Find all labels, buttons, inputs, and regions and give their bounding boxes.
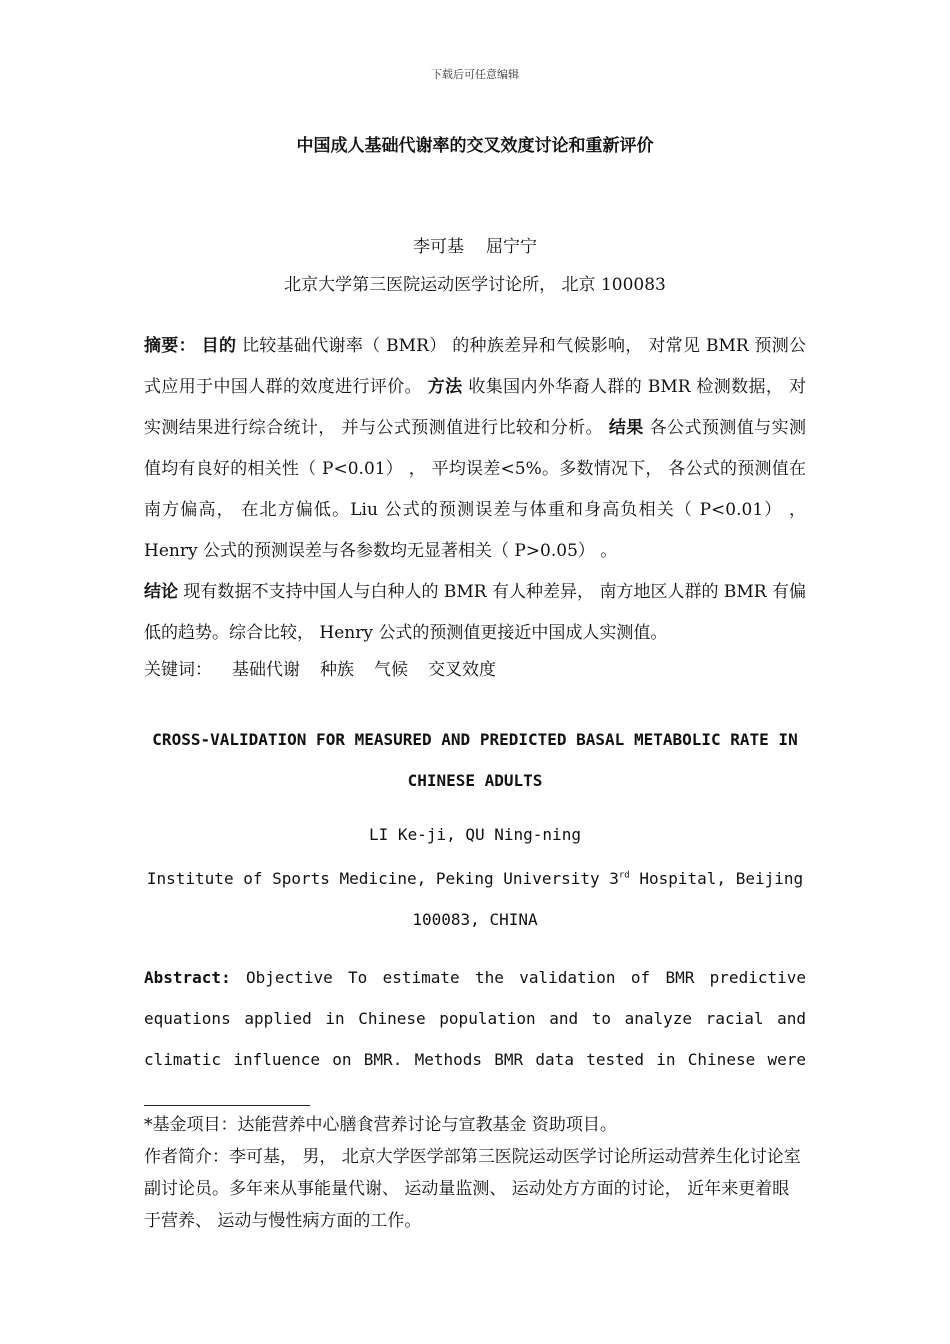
author-bio-footnote: 作者简介：李可基， 男， 北京大学医学部第三医院运动医学讨论所运动营养生化讨论室副讨论员。多年来从事能量代谢、 运动量监测、 运动处方方面的讨论， 近年来更着眼于营养、 运动与慢性病方面的工作。 xyxy=(144,1147,801,1231)
purpose-label: 目的 xyxy=(201,336,237,356)
footnotes xyxy=(144,1109,806,1237)
author-name: 屈宁宁 xyxy=(486,237,537,257)
author-name: 李可基 xyxy=(413,237,464,257)
keywords xyxy=(144,655,806,685)
chinese-abstract xyxy=(144,326,806,654)
keyword-item: 基础代谢 xyxy=(232,660,300,680)
chinese-title: 中国成人基础代谢率的交叉效度讨论和重新评价 xyxy=(296,136,654,156)
affiliation-text: Institute of Sports Medicine, Peking University 3 xyxy=(146,869,619,888)
result-label: 结果 xyxy=(608,418,644,438)
english-abstract-text: Objective To estimate the validation of BMR predictive equations applied in Chinese population and to analyze racial and climatic influence on BMR. Methods BMR data tested in Chinese were xyxy=(144,968,806,1069)
english-authors: LI Ke-ji, QU Ning-ning xyxy=(369,825,581,844)
funding-footnote: *基金项目：达能营养中心膳食营养讨论与宣教基金 资助项目。 xyxy=(144,1115,617,1135)
keywords-label: 关键词： xyxy=(144,660,212,680)
affiliation-text: Hospital, Beijing 100083, CHINA xyxy=(412,869,804,929)
keyword-item: 种族 xyxy=(320,660,354,680)
keyword-item: 交叉效度 xyxy=(428,660,496,680)
ordinal-suffix: rd xyxy=(618,870,630,881)
conclusion-label: 结论 xyxy=(144,582,179,602)
abstract-label: 摘要： xyxy=(144,336,196,356)
keyword-item: 气候 xyxy=(374,660,408,680)
english-affiliation xyxy=(144,858,806,940)
purpose-text: 比较基础代谢率（ BMR） 的种族差异和气候影响， 对常见 BMR 预测公式应用于中国人群的效度进行评价。 xyxy=(144,336,807,397)
chinese-affiliation: 北京大学第三医院运动医学讨论所， 北京 100083 xyxy=(284,275,666,295)
english-title: CROSS-VALIDATION FOR MEASURED AND PREDICTED BASAL METABOLIC RATE IN CHINESE ADULTS xyxy=(152,730,798,790)
chinese-authors xyxy=(0,232,950,257)
method-text: 收集国内外华裔人群的 BMR 检测数据， 对实测结果进行综合统计， 并与公式预测值进行比较和分析。 xyxy=(144,377,807,438)
english-abstract xyxy=(144,957,806,1080)
conclusion-text: 现有数据不支持中国人与白种人的 BMR 有人种差异， 南方地区人群的 BMR 有偏低的趋势。综合比较， Henry 公式的预测值更接近中国成人实测值。 xyxy=(144,582,806,643)
footnote-divider xyxy=(144,1105,310,1106)
english-abstract-label: Abstract: xyxy=(144,968,231,987)
header-note: 下载后可任意编辑 xyxy=(431,68,519,81)
result-text: 各公式预测值与实测值均有良好的相关性（ P<0.01） ， 平均误差<5%。多数情况下， 各公式的预测值在南方偏高， 在北方偏低。Liu 公式的预测误差与体重和身高负相关（ P<0.01） ， Henry 公式的预测误差与各参数均无显著相关（ P>0.05） 。 xyxy=(144,418,807,561)
method-label: 方法 xyxy=(427,377,463,397)
